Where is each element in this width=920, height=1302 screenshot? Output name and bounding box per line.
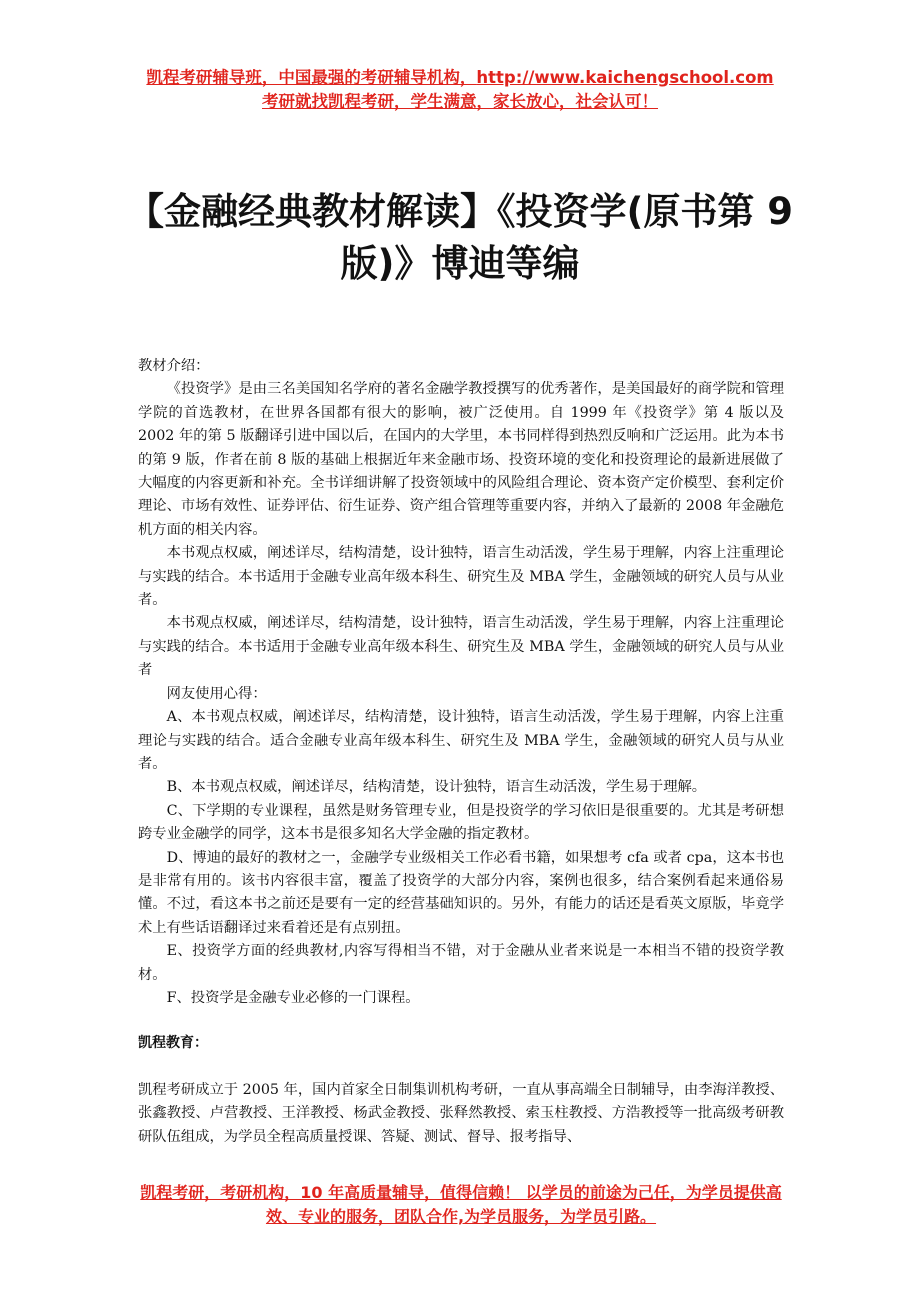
intro-paragraph: 《投资学》是由三名美国知名学府的著名金融学教授撰写的优秀著作，是美国最好的商学院和管理学院的首选教材，在世界各国都有很大的影响，被广泛使用。自 1999 年《投资学》第 4 版以及 2002 年的第 5 版翻译引进中国以后，在国内的大学里，本书同样得到热烈反响和广泛运用。此为本书的第 9 版，作者在前 8 版的基础上根据近年来金融市场、投资环境的变化和投资理论的最新进展做了大幅度的内容更新和补充。全书详细讲解了投资领域中的风险组合理论、资本资产定价模型、套利定价理论、市场有效性、证券评估、衍生证券、资产组合管理等重要内容，并纳入了最新的 2008 年金融危机方面的相关内容。 bbox=[138, 381, 784, 538]
review-item: F、投资学是金融专业必修的一门课程。 bbox=[166, 989, 420, 1006]
header-website-link[interactable]: http://www.kaichengschool.com bbox=[476, 68, 774, 87]
page-header bbox=[0, 66, 920, 114]
intro-paragraph: 本书观点权威，阐述详尽，结构清楚，设计独特，语言生动活泼，学生易于理解，内容上注重理论与实践的结合。本书适用于金融专业高年级本科生、研究生及 MBA 学生，金融领域的研究人员与从业者。 bbox=[138, 545, 784, 609]
header-slogan: 凯程考研辅导班，中国最强的考研辅导机构， bbox=[146, 68, 477, 87]
header-line-2: 考研就找凯程考研，学生满意，家长放心，社会认可！ bbox=[262, 92, 658, 111]
review-item: A、本书观点权威，阐述详尽，结构清楚，设计独特，语言生动活泼，学生易于理解，内容上注重理论与实践的结合。适合金融专业高年级本科生、研究生及 MBA 学生，金融领域的研究人员与从业者。 bbox=[138, 709, 784, 772]
page-title: 【金融经典教材解读】《投资学(原书第 9 版)》博迪等编 bbox=[126, 190, 794, 285]
section-title: 凯程教育： bbox=[138, 1035, 208, 1052]
document-body bbox=[138, 355, 784, 1149]
intro-paragraph: 本书观点权威，阐述详尽，结构清楚，设计独特，语言生动活泼，学生易于理解，内容上注重理论与实践的结合。本书适用于金融专业高年级本科生、研究生及 MBA 学生，金融领域的研究人员与从业者 bbox=[138, 615, 784, 679]
intro-label: 教材介绍： bbox=[138, 358, 210, 374]
page-footer: 凯程考研，考研机构，10 年高质量辅导，值得信赖！ 以学员的前途为己任，为学员提供高效、专业的服务，团队合作,为学员服务，为学员引路。 bbox=[140, 1183, 782, 1226]
section-text: 凯程考研成立于 2005 年，国内首家全日制集训机构考研，一直从事高端全日制辅导，由李海洋教授、张鑫教授、卢营教授、王洋教授、杨武金教授、张释然教授、索玉柱教授、方浩教授等一批高级考研教研队伍组成，为学员全程高质量授课、答疑、测试、督导、报考指导、 bbox=[138, 1081, 784, 1145]
header-line-1 bbox=[0, 66, 920, 90]
review-item: C、下学期的专业课程，虽然是财务管理专业，但是投资学的学习依旧是很重要的。尤其是考研想跨专业金融学的同学，这本书是很多知名大学金融的指定教材。 bbox=[138, 802, 784, 843]
review-item: D、博迪的最好的教材之一，金融学专业级相关工作必看书籍，如果想考 cfa 或者 cpa，这本书也是非常有用的。该书内容很丰富，覆盖了投资学的大部分内容，案例也很多，结合案例看起来通俗易懂。不过，看这本书之前还是要有一定的经营基础知识的。另外，有能力的话还是看英文原版，毕竟学术上有些话语翻译过来看着还是有点别扭。 bbox=[138, 849, 784, 936]
review-item: E、投资学方面的经典教材,内容写得相当不错，对于金融从业者来说是一本相当不错的投资学教材。 bbox=[138, 943, 784, 983]
reviews-label: 网友使用心得： bbox=[166, 685, 267, 702]
review-item: B、本书观点权威，阐述详尽，结构清楚，设计独特，语言生动活泼，学生易于理解。 bbox=[166, 779, 707, 796]
